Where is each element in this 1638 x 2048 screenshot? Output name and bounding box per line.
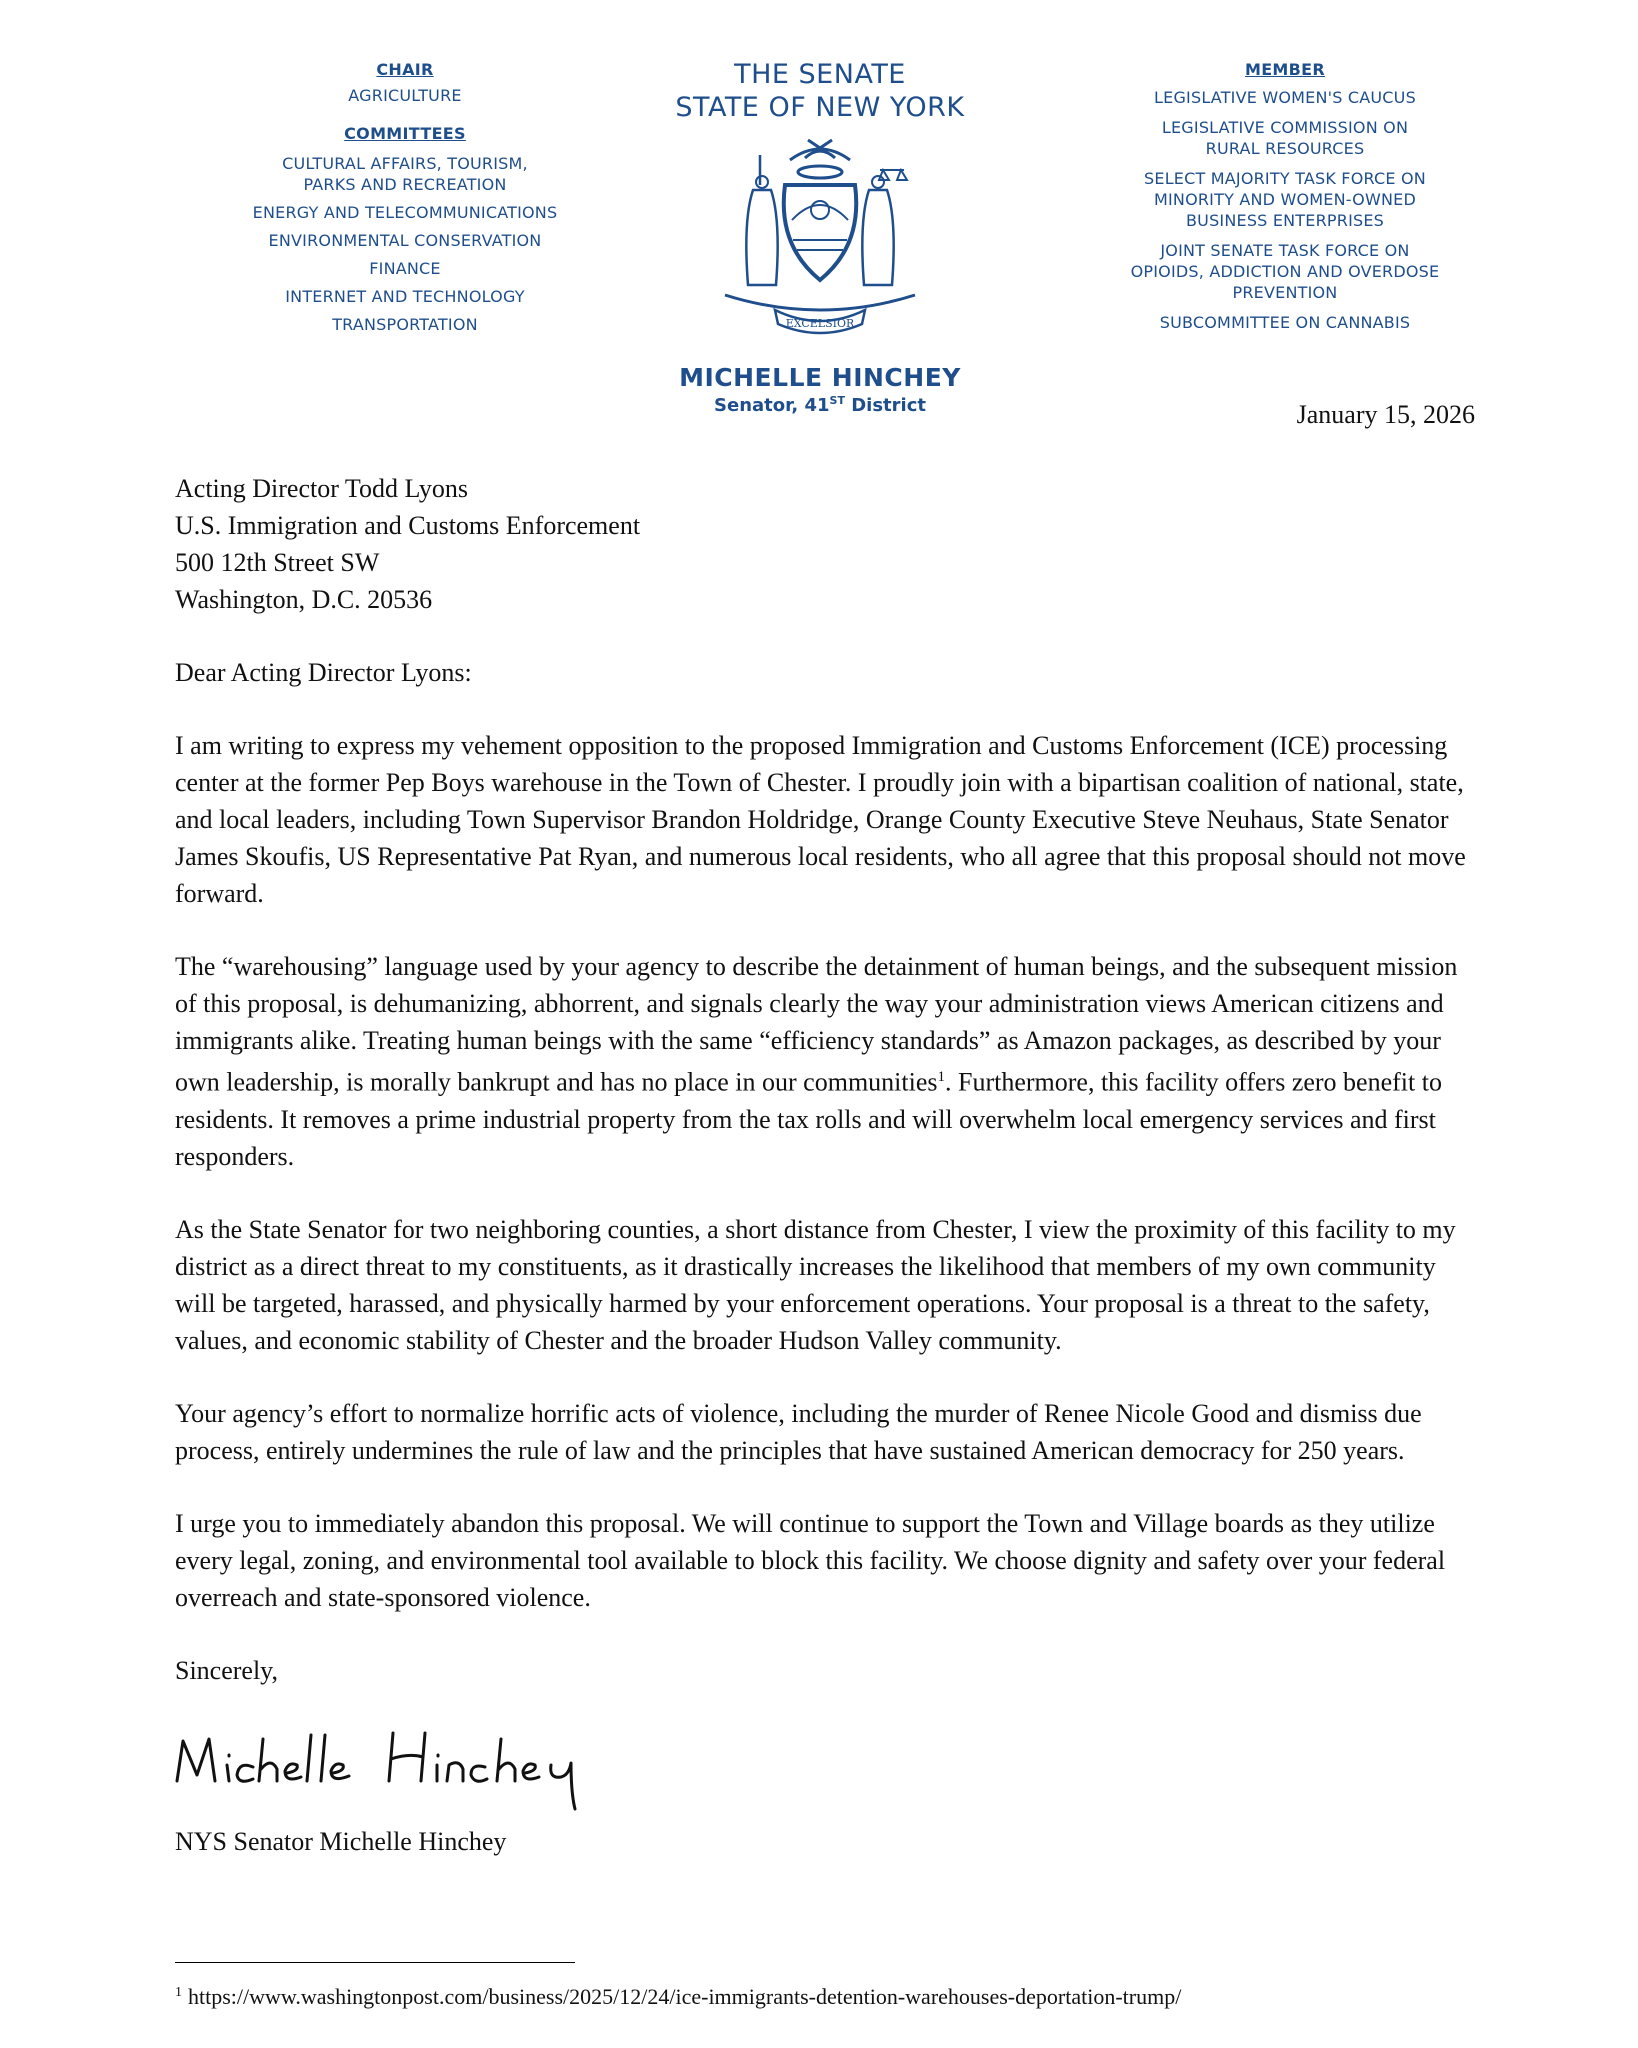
handwritten-signature xyxy=(165,1703,625,1813)
committee-item: PARKS AND RECREATION xyxy=(303,175,507,194)
paragraph-1: I am writing to express my vehement opposition to the proposed Immigration and Customs Enforcement (ICE) processing center at the former Pep Boys warehouse in the Town of Chester. I proudly join with a bipartisan coalition of national, state, and local leaders, including Town Supervisor Brandon Holdridge, Orange County Executive Steve Neuhaus, State Senator James Skoufis, US Representative Pat Ryan, and numerous local residents, who all agree that this proposal should not move forward. xyxy=(175,731,1466,908)
committees-heading: COMMITTEES xyxy=(344,124,466,143)
footnote-url: https://www.washingtonpost.com/business/2025/12/24/ice-immigrants-detention-warehouses-deportation-trump/ xyxy=(188,1984,1182,2009)
senate-title-line1: THE SENATE xyxy=(734,59,906,90)
member-item: SUBCOMMITTEE ON CANNABIS xyxy=(1159,313,1411,332)
committee-item: ENVIRONMENTAL CONSERVATION xyxy=(268,231,542,250)
chair-item: AGRICULTURE xyxy=(348,86,462,105)
chair-heading: CHAIR xyxy=(376,60,434,79)
recipient-line: Washington, D.C. 20536 xyxy=(175,585,433,614)
paragraph-4: Your agency’s effort to normalize horrific acts of violence, including the murder of Renee Nicole Good and dismiss due process, entirely undermines the rule of law and the principles that have sustained American democracy for 250 years. xyxy=(175,1398,1422,1465)
committee-item: FINANCE xyxy=(369,259,441,278)
committee-item: ENERGY AND TELECOMMUNICATIONS xyxy=(252,203,558,222)
senator-name: MICHELLE HINCHEY xyxy=(679,363,961,392)
committee-item: INTERNET AND TECHNOLOGY xyxy=(285,287,525,306)
footnote xyxy=(175,1984,1181,2010)
recipient-line: Acting Director Todd Lyons xyxy=(175,474,469,503)
committee-item: TRANSPORTATION xyxy=(332,315,478,334)
senate-title-line2: STATE OF NEW YORK xyxy=(675,92,965,123)
ny-state-seal-icon xyxy=(705,130,935,355)
member-heading: MEMBER xyxy=(1244,60,1326,79)
letterhead-left-column xyxy=(220,60,590,335)
letterhead-center xyxy=(640,58,1000,416)
letterhead-right-column xyxy=(1075,60,1495,333)
senator-district: Senator, 41ST District xyxy=(714,394,926,416)
signer-name: NYS Senator Michelle Hinchey xyxy=(175,1826,507,1856)
closing: Sincerely, xyxy=(175,1655,278,1685)
paragraph-5: I urge you to immediately abandon this proposal. We will continue to support the Town and Village boards as they utilize every legal, zoning, and environmental tool available to block this facility. We choose dignity and safety over your federal overreach and state-sponsored violence. xyxy=(175,1508,1446,1612)
footnote-number: 1 xyxy=(175,1984,182,2000)
letter-body xyxy=(175,470,1475,1896)
committee-item: CULTURAL AFFAIRS, TOURISM, xyxy=(282,154,528,173)
paragraph-2: The “warehousing” language used by your agency to describe the detainment of human beings, and the subsequent mission of this proposal, is dehumanizing, abhorrent, and signals clearly the way your administration views American citizens and immigrants alike. Treating human beings with the same “efficiency standards” as Amazon packages, as described by your own leadership, is morally bankrupt and has no place in our communities$^1$. Furthermore, this facility offers zero benefit to residents. It removes a prime industrial property from the tax rolls and will overwhelm local emergency services and first responders. xyxy=(175,952,1458,1171)
letter-date: January 15, 2026 xyxy=(1296,400,1475,429)
member-item: LEGISLATIVE COMMISSION ON RURAL RESOURCES xyxy=(1161,118,1409,158)
salutation: Dear Acting Director Lyons: xyxy=(175,658,472,687)
member-item: SELECT MAJORITY TASK FORCE ON MINORITY AND WOMEN-OWNED BUSINESS ENTERPRISES xyxy=(1144,169,1426,230)
footnote-divider xyxy=(175,1962,575,1963)
footnote-ref: 1 xyxy=(937,1069,945,1085)
member-item: LEGISLATIVE WOMEN'S CAUCUS xyxy=(1154,88,1416,107)
recipient-line: U.S. Immigration and Customs Enforcement xyxy=(175,511,641,540)
paragraph-3: As the State Senator for two neighboring counties, a short distance from Chester, I view the proximity of this facility to my district as a direct threat to my constituents, as it drastically increases the likelihood that members of my own community will be targeted, harassed, and physically harmed by your enforcement operations. Your proposal is a threat to the safety, values, and economic stability of Chester and the broader Hudson Valley community. xyxy=(175,1214,1456,1355)
member-item: JOINT SENATE TASK FORCE ON OPIOIDS, ADDICTION AND OVERDOSE PREVENTION xyxy=(1130,241,1440,302)
recipient-address xyxy=(175,470,1475,618)
seal-motto: EXCELSIOR xyxy=(785,317,855,330)
recipient-line: 500 12th Street SW xyxy=(175,548,380,577)
